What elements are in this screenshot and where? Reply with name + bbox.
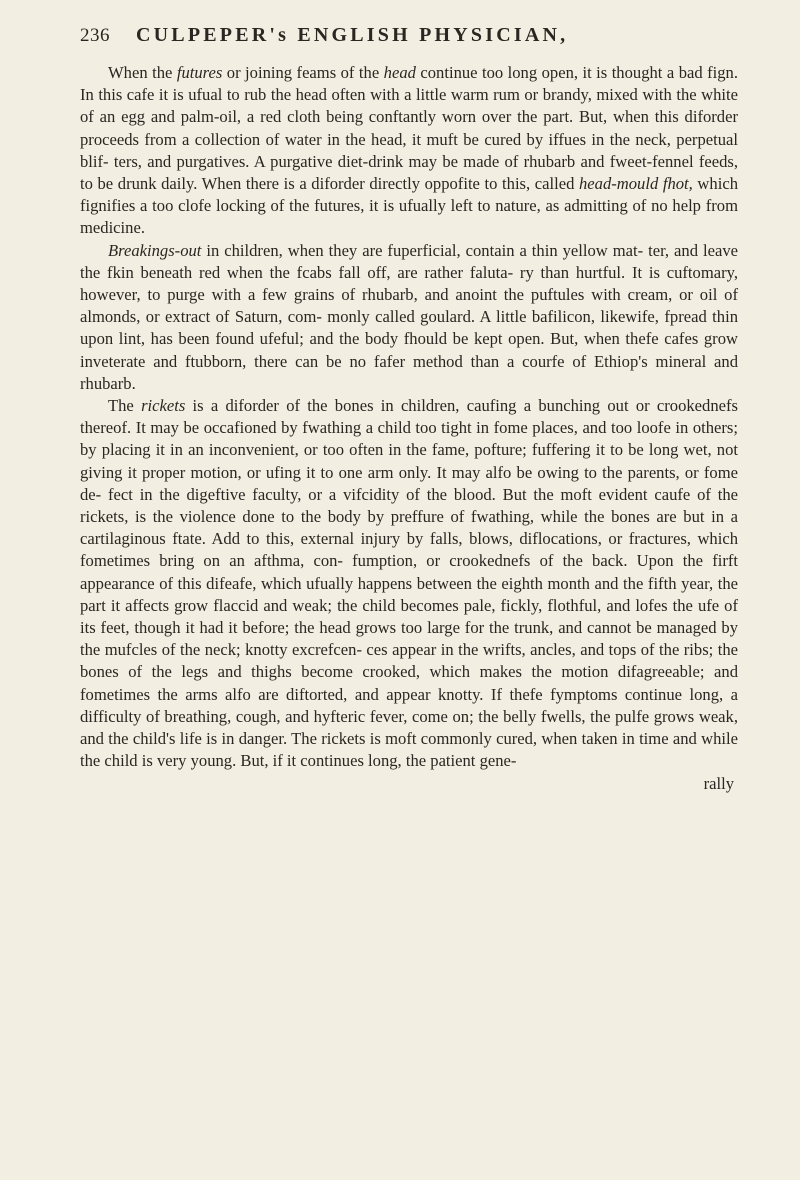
italic-term: Breakings-out <box>108 240 202 260</box>
text-run: or joining feams of the <box>222 63 384 82</box>
text-run: continue too long open, it is thought a bad fign. In this cafe it is ufual to rub the head often with a little warm rum or brandy, mixed with the white of an egg and palm-oil, a red cloth being conftantly worn over the part. But, when this diforder proceeds from a collection of water in the head, it muft be cured by iffues in the neck, perpetual blif- ters, and purgatives. A purgative diet-drink may be made of rhubarb and fweet-fennel feeds, to be drunk daily. When there is a diforder directly oppofite to this, called <box>80 63 738 194</box>
running-head: CULPEPER's ENGLISH PHYSICIAN, <box>136 24 569 46</box>
text-run: which fignifies a too clofe locking of the futures, it is ufually left to nature, as admitting of no help from medicine. <box>80 174 738 238</box>
paragraph <box>80 395 738 772</box>
page-number: 236 <box>80 25 110 46</box>
page-body <box>80 62 738 773</box>
italic-term: rickets <box>141 396 186 416</box>
page-header <box>80 24 738 58</box>
italic-term: head-mould fhot, <box>578 174 693 194</box>
paragraph <box>80 240 738 395</box>
paragraph <box>80 62 738 240</box>
text-run: in children, when they are fuperficial, contain a thin yellow mat- ter, and leave the fkin beneath red when the fcabs fall off, are rather faluta- ry than hurtful. It is cuftomary, however, to purge with a few grains of rhubarb, and anoint the puftules with cream, or oil of almonds, or extract of Saturn, com- monly called goulard. A little bafilicon, likewife, fpread thin upon lint, has been found ufeful; and the body fhould be kept open. But, when thefe cafes grow inveterate and ftubborn, there can be no fafer method than a courfe of Ethiop's mineral and rhubarb. <box>80 240 738 393</box>
text-run: When the <box>108 63 177 82</box>
catchword: rally <box>703 773 734 793</box>
text-run: The <box>108 396 142 416</box>
italic-term: head <box>383 63 416 82</box>
italic-term: futures <box>176 63 223 82</box>
text-run: is a diforder of the bones in children, caufing a bunching out or crookednefs thereof. It may be occafioned by fwathing a child too tight in fome places, and too loofe in others; by placing it in an inconvenient, or too often in the fame, pofture; fuffering it to be long wet, not giving it proper motion, or ufing it to one arm only. It may alfo be owing to the parents, or fome de- fect in the digeftive faculty, or a vifcidity of the blood. But the moft evident caufe of the rickets, is the violence done to the body by preffure of fwathing, while the bones are but in a cartilaginous ftate. Add to this, external injury by falls, blows, diflocations, or fractures, which fometimes bring on an afthma, con- fumption, or crookednefs of the back. Upon the firft appearance of this difeafe, which ufually happens between the eighth month and the fifth year, the part it affects grow flaccid and weak; the child becomes pale, fickly, flothful, and lofes the ufe of its feet, though it had it before; the head grows too large for the trunk, and cannot be managed by the mufcles of the neck; knotty excrefcen- ces appear in the wrifts, ancles, and tops of the ribs; the bones of the legs and thighs become crooked, which makes the motion difagreeable; and fometimes the arms alfo are diftorted, and appear knotty. If thefe fymptoms continue long, a difficulty of breathing, cough, and hyfteric fever, come on; the belly fwells, the pulfe grows weak, and the child's life is in danger. The rickets is moft commonly cured, when taken in time and while the child is very young. But, if it continues long, the patient gene- <box>80 396 738 771</box>
